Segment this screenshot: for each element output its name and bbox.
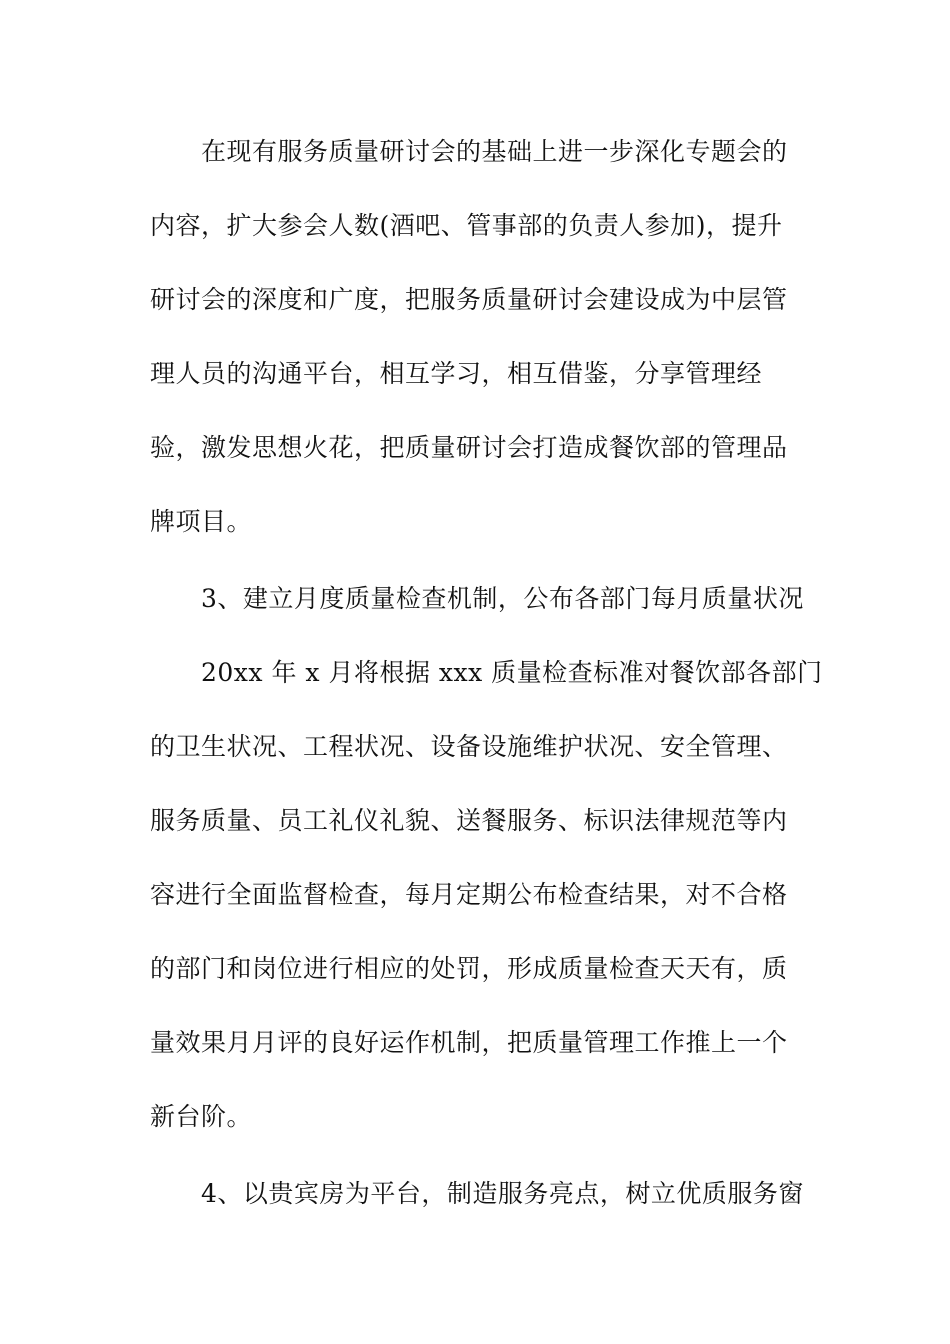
paragraph-line: 牌项目。 <box>150 507 253 536</box>
paragraph-line: 理人员的沟通平台，相互学习，相互借鉴，分享管理经 <box>150 359 763 388</box>
paragraph-line: 验，激发思想火花，把质量研讨会打造成餐饮部的管理品 <box>150 433 788 462</box>
paragraph-line: 内容，扩大参会人数(酒吧、管事部的负责人参加)，提升 <box>150 211 783 240</box>
paragraph-line: 服务质量、员工礼仪礼貌、送餐服务、标识法律规范等内 <box>150 806 788 835</box>
section-heading: 4、以贵宾房为平台，制造服务亮点，树立优质服务窗 <box>201 1179 804 1208</box>
paragraph-line: 研讨会的深度和广度，把服务质量研讨会建设成为中层管 <box>150 285 788 314</box>
section-heading: 3、建立月度质量检查机制，公布各部门每月质量状况 <box>201 584 804 613</box>
paragraph-line: 在现有服务质量研讨会的基础上进一步深化专题会的 <box>201 137 788 166</box>
paragraph-line: 量效果月月评的良好运作机制，把质量管理工作推上一个 <box>150 1028 788 1057</box>
paragraph-line: 20xx 年 x 月将根据 xxx 质量检查标准对餐饮部各部门 <box>201 658 823 687</box>
paragraph-line: 容进行全面监督检查，每月定期公布检查结果，对不合格 <box>150 880 788 909</box>
paragraph-line: 的卫生状况、工程状况、设备设施维护状况、安全管理、 <box>150 732 788 761</box>
paragraph-line: 新台阶。 <box>150 1102 253 1131</box>
paragraph-line: 的部门和岗位进行相应的处罚，形成质量检查天天有，质 <box>150 954 788 983</box>
